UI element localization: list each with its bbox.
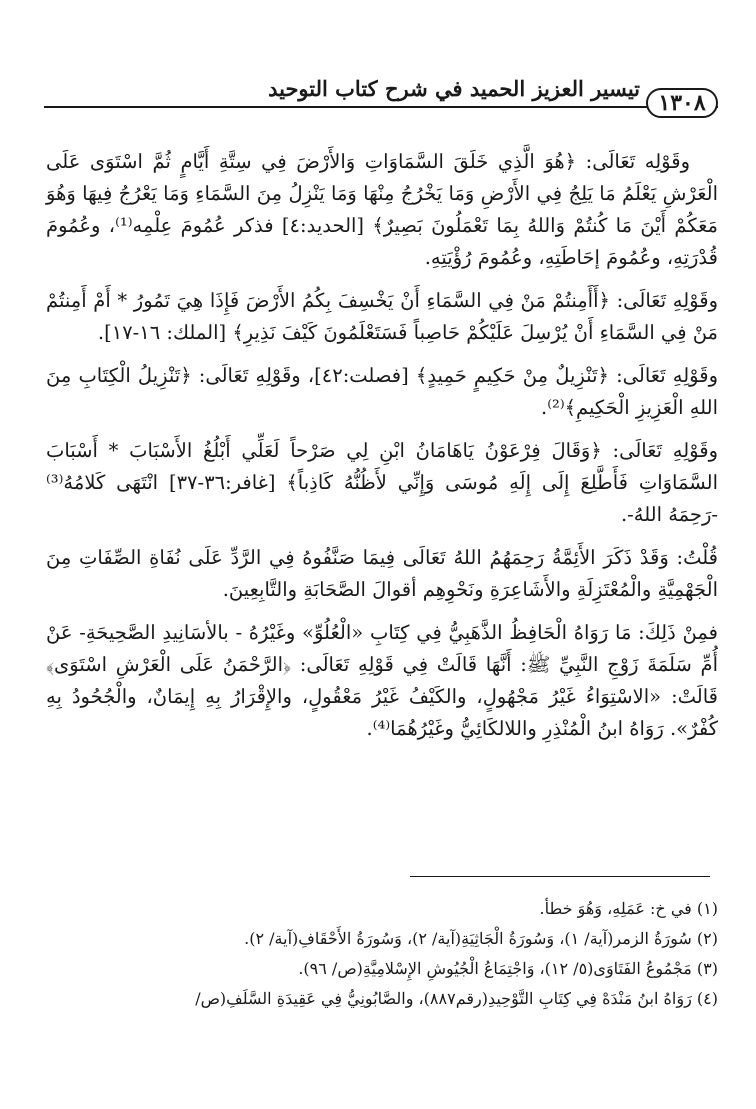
page-header [44, 72, 718, 120]
paragraph-fussilat: وقَوْلِهِ تَعَالَى: ﴿تَنْزِيلٌ مِنْ حَكِيمٍ حَمِيدٍ﴾ [فصلت:٤٢]، وقَوْلِهِ تَعَالَى: ﴿تَنْزِيلُ الْكِتَابِ مِنَ اللهِ الْعَزِيزِ الْحَكِيمِ﴾⁽²⁾. [46, 364, 718, 419]
footnote-4: (٤) رَوَاهُ ابنُ مَنْدَهْ فِي كِتَابِ التَّوْحِيدِ(رقم٨٨٧)، والصَّابُونِيُّ فِي عَقِيدَةِ السَّلَفِ(ص/ [195, 989, 718, 1008]
main-text [46, 146, 718, 756]
paragraph-ghafir: وقَوْلِهِ تَعَالَى: ﴿وَقَالَ فِرْعَوْنُ يَاهَامَانُ ابْنِ لِي صَرْحاً لَعَلِّي أَبْلُغُ الأَسْبَابَ * أَسْبَابَ السَّمَاوَاتِ فَأَطَّلِعَ إِلَى إِلَهِ مُوسَى وَإِنِّي لأَظُنُّهُ كَاذِباً﴾ [غافر:٣٦-٣٧] انْتَهَى كَلامُهُ⁽³⁾ -رَحِمَهُ اللهُ-. [46, 439, 719, 526]
paragraph-imams: قُلْتُ: وَقَدْ ذَكَرَ الأَئِمَّةُ رَحِمَهُمُ اللهُ تَعَالَى فِيمَا صَنَّفُوهُ فِي الرَّدِّ عَلَى نُفَاةِ الصِّفَاتِ مِنَ الْجَهْمِيَّةِ والْمُعْتَزِلَةِ والأَشَاعِرَةِ ونَحْوِهِم أقوالَ الصَّحَابَةِ والتَّابِعِينَ. [46, 546, 718, 601]
footnote-2: (٢) سُورَةُ الزمر(آية/ ١)، وَسُورَةُ الْجَاثِيَةِ(آية/ ٢)، وَسُورَةُ الأَحْقَافِ(آية/ ٢). [244, 929, 718, 948]
header-rule [44, 106, 718, 108]
paragraph-umm-salama: فمِنْ ذَلِكَ: مَا رَوَاهُ الْحَافِظُ الذَّهَبِيُّ فِي كِتَابِ «الْعُلُوِّ» وغَيْرُهُ - بالأسَانِيدِ الصَّحِيحَةِ- عَنْ أُمِّ سَلَمَةَ زَوْجِ النَّبِيِّ ﷺ: أَنَّهَا قَالَتْ فِي قَوْلِهِ تَعَالَى: ﴿الرَّحْمَنُ عَلَى الْعَرْشِ اسْتَوَى﴾ قَالَتْ: «الاسْتِوَاءُ غَيْرُ مَجْهُولٍ، والكَيْفُ غَيْرُ مَعْقُولٍ، والإِقْرَارُ بِهِ إِيمَانٌ، والْجُحُودُ بِهِ كُفْرٌ». رَوَاهُ ابنُ الْمُنْذِرِ واللالكَائِيُّ وغَيْرُهُمَا⁽⁴⁾. [46, 621, 718, 740]
running-title: تيسير العزيز الحميد في شرح كتاب التوحيد [268, 76, 640, 101]
footnote-3: (٣) مَجْمُوعُ الفَتَاوَى(٥/ ١٢)، وَاجْتِمَاعُ الْجُيُوشِ الإِسْلامِيَّةِ(ص/ ٩٦). [298, 959, 718, 978]
footnote-1: (١) في خ: عَمَلِهِ، وَهُوَ خطأ. [539, 899, 718, 918]
footnote-rule [410, 876, 710, 877]
paragraph-al-mulk: وقَوْلِهِ تَعَالَى: ﴿أَأَمِنتُمْ مَنْ فِي السَّمَاءِ أَنْ يَخْسِفَ بِكُمُ الأَرْضَ فَإِذَا هِيَ تَمُورُ * أَمْ أَمِنتُمْ مَنْ فِي السَّمَاءِ أَنْ يُرْسِلَ عَلَيْكُمْ حَاصِباً فَسَتَعْلَمُونَ كَيْفَ نَذِيرِ﴾ [الملك: ١٦-١٧]. [46, 289, 718, 344]
paragraph-al-hadid: وقَوْلِه تَعَالَى: ﴿هُوَ الَّذِي خَلَقَ السَّمَاوَاتِ وَالأَرْضَ فِي سِتَّةِ أَيَّامٍ ثُمَّ اسْتَوَى عَلَى الْعَرْشِ يَعْلَمُ مَا يَلِجُ فِي الأَرْضِ وَمَا يَخْرُجُ مِنْهَا وَمَا يَنْزِلُ مِنَ السَّمَاءِ وَمَا يَعْرُجُ فِيهَا وَهُوَ مَعَكُمْ أَيْنَ مَا كُنتُمْ وَاللهُ بِمَا تَعْمَلُونَ بَصِيرٌ﴾ [الحديد:٤] فذكر عُمُومَ عِلْمِه⁽¹⁾، وعُمُومَ قُدْرَتِهِ، وعُمُومَ إحَاطَتِهِ، وعُمُومَ رُؤْيَتِهِ. [46, 150, 718, 269]
page-number: ١٣٠٨ [646, 88, 718, 118]
footnotes [46, 894, 718, 1014]
